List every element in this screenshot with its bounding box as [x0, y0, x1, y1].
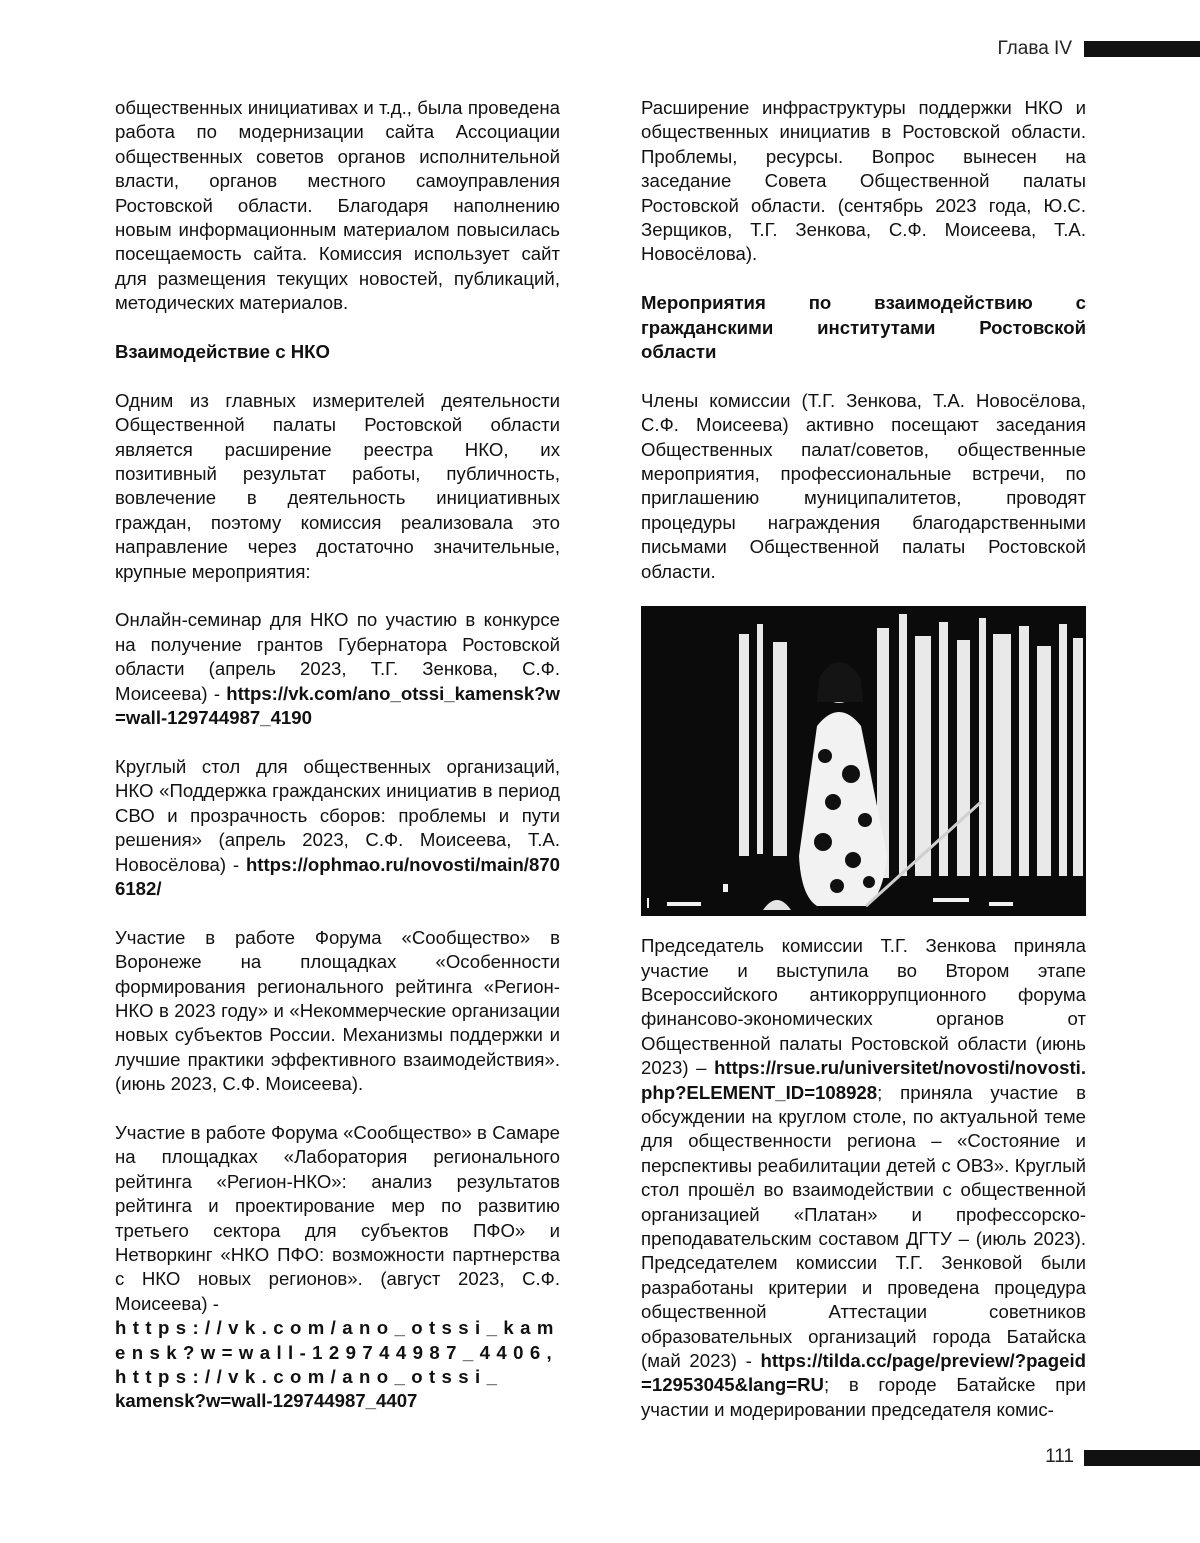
link-ophmao[interactable]: https://ophmao.ru/novosti/main/8706182/: [115, 853, 560, 899]
paragraph-forum-samara: [115, 1121, 560, 1414]
paragraph-forum-voronezh: Участие в работе Форума «Сообщество» в Воронеже на площадках «Особенности формирования регионального рейтинга «Регион-НКО в 2023 году» и «Некоммерческие организации новых субъектов России. Механизмы поддержки и лучшие практики эффективного взаимодействия». (июнь 2023, С.Ф. Моисеева).: [115, 926, 560, 1095]
link-vk-4190[interactable]: https://vk.com/ano_otssi_kamensk?w=wall-129744987_4190: [115, 682, 560, 729]
forum-samara-text: Участие в работе Форума «Сообщество» в Самаре на площадках «Лаборатория регионального рейтинга «Регион-НКО»: анализ результатов рейтинга и проектирование мер по развитию третьего сектора для субъектов ПФО» и Нетворкинг «НКО ПФО: возможности партнерства с НКО новых регионов». (август 2023, С.Ф. Моисеева) -: [115, 1121, 560, 1314]
link-vk-4407-part2[interactable]: kamensk?w=wall-129744987_4407: [115, 1390, 418, 1412]
chairman-text-c: ; в городе Батайске при участии и модерировании председателя комис-: [641, 1374, 1086, 1420]
link-vk-4406[interactable]: https://vk.com/ano_otssi_kamensk?w=wall-129744987_4406,: [115, 1317, 560, 1363]
page-number: 111: [1045, 1446, 1074, 1467]
link-tilda[interactable]: https://tilda.cc/page/preview/?pageid=12953045&lang=RU: [641, 1350, 1086, 1396]
chapter-label: Глава IV: [997, 38, 1072, 59]
left-column: [115, 96, 560, 1414]
paragraph-online-seminar: [115, 608, 560, 730]
paragraph-commission-members: Члены комиссии (Т.Г. Зенкова, Т.А. Новосёлова, С.Ф. Моисеева) активно посещают заседания Общественных палат/советов, общественные мероприятия, профессиональные встречи, по приглашению муниципалитетов, проводят процедуры награждения благодарственными письмами Общественной палаты Ростовской области.: [641, 389, 1086, 582]
paragraph-chairman-activities: [641, 934, 1086, 1422]
right-column: [641, 96, 1086, 1422]
link-rsue[interactable]: https://rsue.ru/universitet/novosti/novosti.php?ELEMENT_ID=108928: [641, 1057, 1086, 1103]
paragraph-round-table: [115, 755, 560, 901]
link-vk-4407-part1[interactable]: https://vk.com/ano_otssi_: [115, 1366, 504, 1388]
paragraph-infrastructure: Расширение инфраструктуры поддержки НКО и общественных инициатив в Ростовской области. Проблемы, ресурсы. Вопрос вынесен на заседание Совета Общественной палаты Ростовской области. (сентябрь 2023 года, Ю.С. Зерщиков, Т.Г. Зенкова, С.Ф. Моисеева, Т.А. Новосёлова).: [641, 97, 1086, 265]
chairman-text-b: ; приняла участие в обсуждении на круглом столе, по актуальной теме для общественности региона – «Состояние и перспективы реабилитации детей с ОВЗ». Круглый стол прошёл во взаимодействии с общественной организацией «Платан» и профессорско-преподавательским составом ДГТУ – (июль 2023). Председателем комиссии Т.Г. Зенковой были разработаны критерии и проведена процедура общественной Аттестации советников образовательных организаций города Батайска (май 2023) -: [641, 1081, 1086, 1371]
heading-civil-institutions: Мероприятия по взаимодействию с гражданскими институтами Ростовской области: [641, 292, 1086, 363]
paragraph-nko-registry: Одним из главных измерителей деятельности Общественной палаты Ростовской области является расширение реестра НКО, их позитивный результат работы, публичность, вовлечение в деятельность инициативных граждан, поэтому комиссия реализовала это направление через достаточно значительные, крупные мероприятия:: [115, 389, 560, 582]
header-bar: [1084, 41, 1200, 57]
chairman-text-a: Председатель комиссии Т.Г. Зенкова приняла участие и выступила во Втором этапе Всероссийского антикоррупционного форума финансово-экономических органов от Общественной палаты Ростовской области (июнь 2023) –: [641, 935, 1086, 1079]
paragraph-site-modernization: общественных инициативах и т.д., была проведена работа по модернизации сайта Ассоциации общественных советов органов исполнительной власти, органов местного самоуправления Ростовской области. Благодаря наполнению новым информационным материалом повысилась посещаемость сайта. Комиссия использует сайт для размещения текущих новостей, публикаций, методических материалов.: [115, 97, 560, 314]
round-table-text: Круглый стол для общественных организаций, НКО «Поддержка гражданских инициатив в период СВО и прозрачность сборов: проблемы и пути решения» (апрель 2023, С.Ф. Моисеева, Т.А. Новосёлова) -: [115, 755, 560, 875]
footer-bar: [1084, 1450, 1200, 1466]
heading-nko-interaction: Взаимодействие с НКО: [115, 341, 330, 363]
event-photo: [641, 606, 1086, 916]
online-seminar-text: Онлайн-семинар для НКО по участию в конкурсе на получение грантов Губернатора Ростовской области (апрель 2023, Т.Г. Зенкова, С.Ф. Моисеева) -: [115, 609, 560, 704]
